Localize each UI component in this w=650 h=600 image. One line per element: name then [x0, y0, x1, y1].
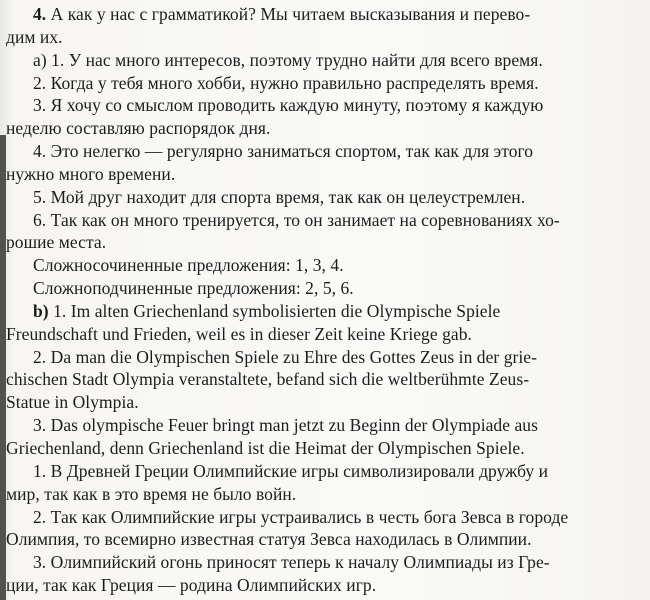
text-line: Freundschaft und Frieden, weil es in dieser Zeit keine Kriege gab.	[6, 323, 472, 344]
text-line: 4. Это нелегко — регулярно заниматься спортом, так как для этого	[33, 141, 534, 161]
exercise-number: 4.	[33, 4, 47, 24]
text-line: нужно много времени.	[6, 163, 176, 184]
text-line: мир, так как в это время не было войн.	[6, 483, 297, 504]
text-line: 2. Так как Олимпийские игры устраивались в честь бога Зевса в городе	[33, 506, 569, 527]
section-label: b)	[33, 300, 49, 321]
text-line: 2. Da man die Olympischen Spiele zu Ehre des Gottes Zeus in der grie-	[33, 346, 538, 367]
text-line: 3. Я хочу со смыслом проводить каждую минуту, поэтому я каждую	[33, 95, 544, 116]
text-line: b) 1. Im alten Griechenland symbolisierten die Olympische Spiele	[33, 300, 501, 321]
text-line: Statue in Olympia.	[6, 392, 139, 413]
text-line: 1. В Древней Греции Олимпийские игры символизировали дружбу и	[33, 460, 549, 481]
text-line: неделю составляю распорядок дня.	[6, 118, 271, 139]
text-line: 6. Так как он много тренируется, то он занимает на соревнованиях хо-	[33, 209, 560, 230]
text-line: Олимпия, то всемирно известная статуя Зевса находилась в Олимпии.	[6, 529, 532, 550]
text-line: 3. Олимпийский огонь приносят теперь к началу Олимпиады из Гре-	[33, 552, 550, 573]
text-line: Griechenland, denn Griechenland ist die Heimat der Olympischen Spiele.	[6, 438, 525, 458]
text-line: дим их.	[6, 26, 63, 47]
text-line: 2. Когда у тебя много хобби, нужно правильно распределять время.	[33, 72, 539, 93]
text-line: chischen Stadt Olympia veranstaltete, befand sich die weltberühmte Zeus-	[6, 369, 530, 390]
text-line: Сложносочиненные предложения: 1, 3, 4.	[33, 255, 344, 276]
text-line: 5. Мой друг находит для спорта время, так как он целеустремлен.	[33, 186, 526, 207]
text-line: ции, так как Греция — родина Олимпийских игр.	[6, 575, 377, 595]
text-line: а) 1. У нас много интересов, поэтому трудно найти для всего время.	[33, 49, 543, 70]
text-line: 3. Das olympische Feuer bringt man jetzt zu Beginn der Olympiade aus	[33, 415, 538, 436]
text-line: рошие места.	[6, 232, 107, 253]
text-line: 4. А как у нас с грамматикой? Мы читаем высказывания и перево-	[33, 4, 531, 24]
text-line: Сложноподчиненные предложения: 2, 5, 6.	[33, 278, 354, 299]
